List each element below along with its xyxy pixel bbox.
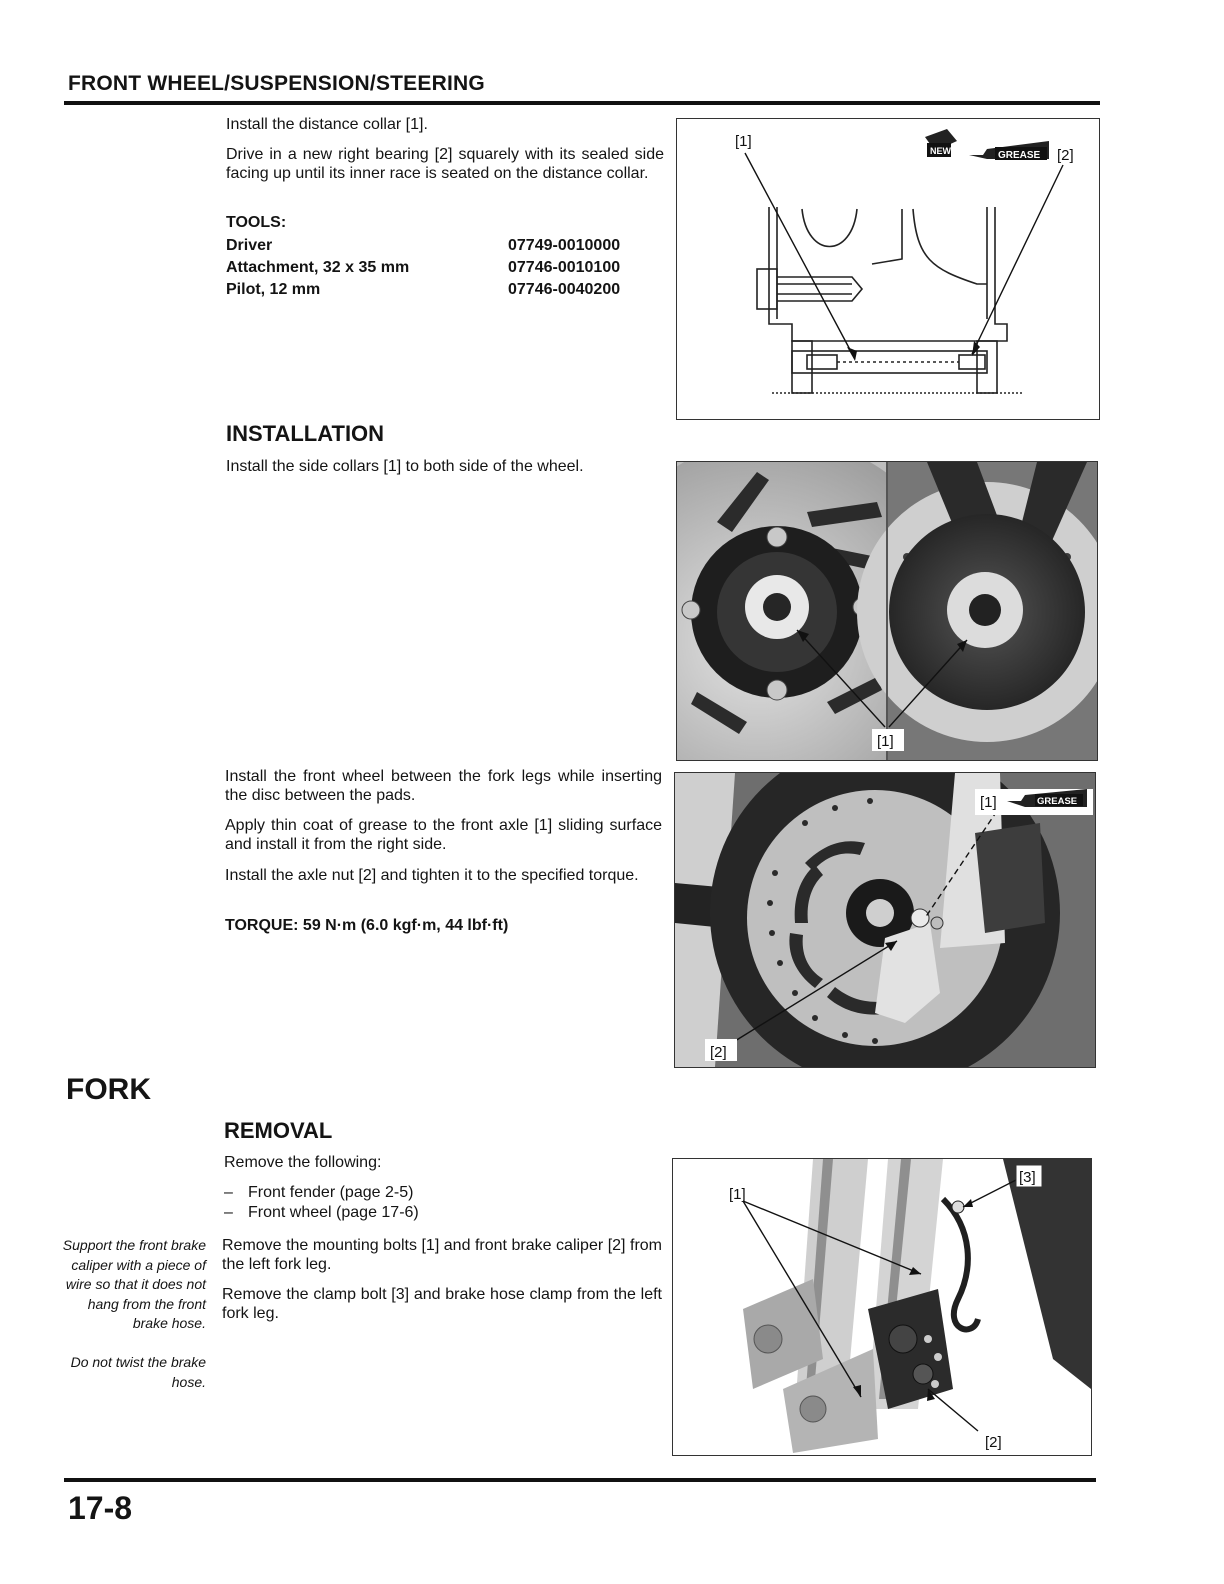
callout-1: [1]: [735, 133, 752, 150]
bearing-step-2: Drive in a new right bearing [2] squarely with its sealed side facing up until its inner race is seated on the distance collar.: [226, 146, 664, 182]
tool-row: [226, 235, 666, 257]
new-part-icon: [925, 129, 957, 157]
page-number: 17-8: [68, 1490, 133, 1526]
callout-1: [1]: [877, 733, 894, 750]
list-dash: –: [224, 1204, 233, 1221]
removal-intro: Remove the following:: [224, 1154, 382, 1171]
bearing-step-1: Install the distance collar [1].: [226, 116, 428, 133]
tool-name: Driver: [226, 237, 273, 254]
callout-2: [2]: [710, 1044, 727, 1061]
installation-heading: INSTALLATION: [226, 421, 385, 446]
tool-number: 07746-0040200: [508, 281, 621, 298]
fork-caliper-photo-figure: [672, 1158, 1092, 1456]
side-collar-photo: [677, 462, 1097, 760]
tool-name: Pilot, 12 mm: [226, 281, 321, 298]
tool-row: [226, 257, 666, 279]
removal-heading: REMOVAL: [224, 1118, 333, 1143]
side-note-support-caliper: Support the front brake caliper with a piece of wire so that it does not hang from the front brake hose.: [62, 1237, 206, 1331]
tools-label: TOOLS:: [226, 214, 287, 231]
installation-step-4: Install the axle nut [2] and tighten it to the specified torque.: [225, 867, 639, 884]
footer-rule: [64, 1478, 1096, 1482]
callout-3: [3]: [1019, 1169, 1036, 1186]
list-item-text: Front wheel (page 17-6): [248, 1204, 419, 1221]
removal-step-2: Remove the clamp bolt [3] and brake hose clamp from the left fork leg.: [222, 1286, 662, 1322]
callout-1: [1]: [980, 794, 997, 811]
bearing-diagram-figure: [676, 118, 1100, 420]
installation-step-1: Install the side collars [1] to both side of the wheel.: [226, 458, 584, 475]
side-collar-photo-figure: [676, 461, 1098, 761]
page-header-title: FRONT WHEEL/SUSPENSION/STEERING: [68, 72, 485, 95]
list-dash: –: [224, 1184, 233, 1201]
header-rule: [64, 101, 1100, 105]
removal-step-1: Remove the mounting bolts [1] and front brake caliper [2] from the left fork leg.: [222, 1237, 662, 1273]
callout-2: [2]: [1057, 147, 1074, 164]
tool-row: [226, 279, 666, 301]
callout-1: [1]: [729, 1186, 746, 1203]
tool-name: Attachment, 32 x 35 mm: [226, 259, 410, 276]
list-item: [224, 1183, 664, 1203]
grease-label: GREASE: [1037, 796, 1078, 807]
fork-heading: FORK: [66, 1073, 151, 1106]
installation-step-2: Install the front wheel between the fork legs while inserting the disc between the pads.: [225, 768, 662, 804]
fork-caliper-photo: [673, 1159, 1091, 1455]
grease-icon: [969, 141, 1049, 161]
list-item: [224, 1203, 664, 1223]
callout-2: [2]: [985, 1434, 1002, 1451]
axle-photo-figure: [674, 772, 1096, 1068]
tool-number: 07749-0010000: [508, 237, 621, 254]
removal-list: [224, 1183, 664, 1223]
installation-step-3: Apply thin coat of grease to the front axle [1] sliding surface and install it from the right side.: [225, 817, 662, 853]
tool-number: 07746-0010100: [508, 259, 621, 276]
bearing-diagram: [677, 119, 1099, 419]
tools-table: [226, 235, 666, 305]
list-item-text: Front fender (page 2-5): [248, 1184, 414, 1201]
torque-spec: TORQUE: 59 N·m (6.0 kgf·m, 44 lbf·ft): [225, 917, 509, 934]
axle-photo: [675, 773, 1095, 1067]
grease-label: GREASE: [998, 150, 1041, 161]
side-note-no-twist: Do not twist the brake hose.: [70, 1354, 206, 1390]
new-label: NEW: [930, 146, 951, 156]
